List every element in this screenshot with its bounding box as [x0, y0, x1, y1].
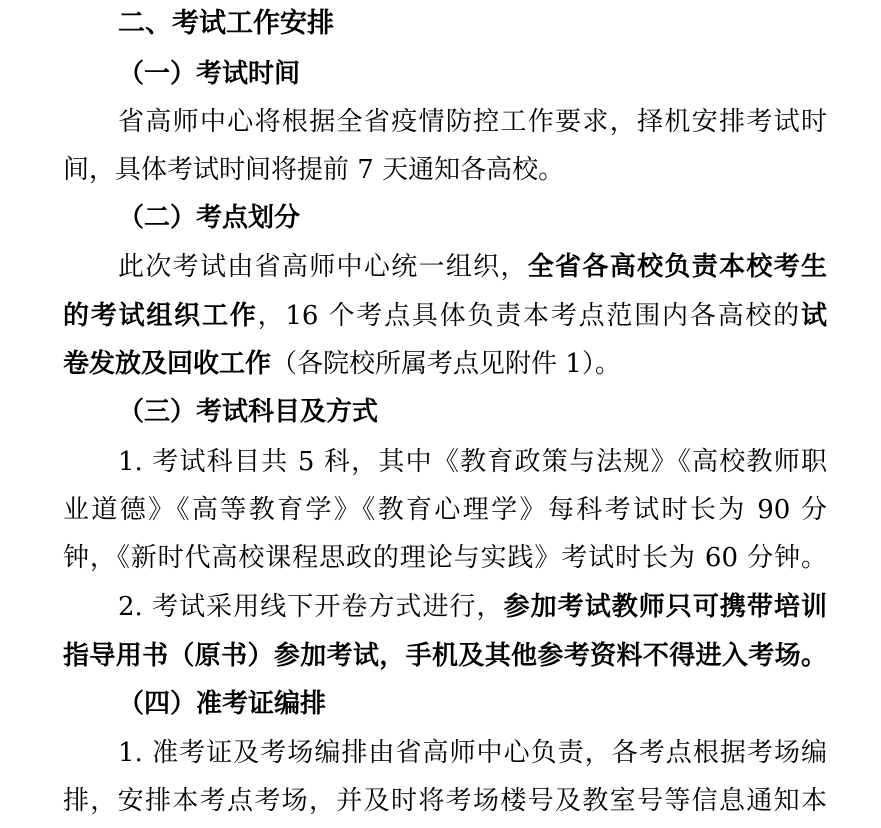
- text-normal: 此次考试由省高师中心统一组织，: [118, 252, 528, 282]
- subheading-exam-sites: （二）考点划分: [118, 203, 301, 233]
- text-normal: 2. 考试采用线下开卷方式进行，: [118, 592, 504, 622]
- text-normal: （各院校所属考点见附件 1）。: [271, 349, 621, 379]
- paragraph-line: 排，安排本考点考场，并及时将考场楼号及教室号等信息通知本: [63, 786, 827, 816]
- text-bold: 试: [800, 301, 827, 331]
- subheading-exam-time: （一）考试时间: [118, 59, 301, 89]
- paragraph-line: 1. 准考证及考场编排由省高师中心负责，各考点根据考场编: [118, 738, 827, 768]
- paragraph-line: [63, 344, 881, 384]
- subheading-admission-ticket: （四）准考证编排: [118, 689, 327, 719]
- subheading-exam-subjects: （三）考试科目及方式: [118, 397, 379, 427]
- text-bold: 参加考试教师只可携带培训: [503, 592, 827, 622]
- text-normal: ，16 个考点具体负责本考点范围内各高校的: [257, 301, 801, 331]
- text-bold: 的考试组织工作: [63, 301, 258, 331]
- paragraph-line: [118, 247, 827, 287]
- text-bold: 卷发放及回收工作: [63, 349, 272, 379]
- paragraph-line: 1. 考试科目共 5 科，其中《教育政策与法规》《高校教师职: [118, 447, 827, 477]
- paragraph-line: [63, 296, 827, 336]
- paragraph-line: 间，具体考试时间将提前 7 天通知各高校。: [63, 155, 565, 185]
- text-bold: 全省各高校负责本校考生: [527, 252, 827, 282]
- paragraph-line: 指导用书（原书）参加考试，手机及其他参考资料不得进入考场。: [63, 641, 827, 671]
- paragraph-line: 业道德》《高等教育学》《教育心理学》每科考试时长为 90 分: [63, 495, 827, 525]
- paragraph-line: 省高师中心将根据全省疫情防控工作要求，择机安排考试时: [118, 107, 827, 137]
- section-heading: 二、考试工作安排: [118, 8, 334, 39]
- paragraph-line: [118, 587, 827, 627]
- paragraph-line: 钟，《新时代高校课程思政的理论与实践》考试时长为 60 分钟。: [63, 543, 827, 573]
